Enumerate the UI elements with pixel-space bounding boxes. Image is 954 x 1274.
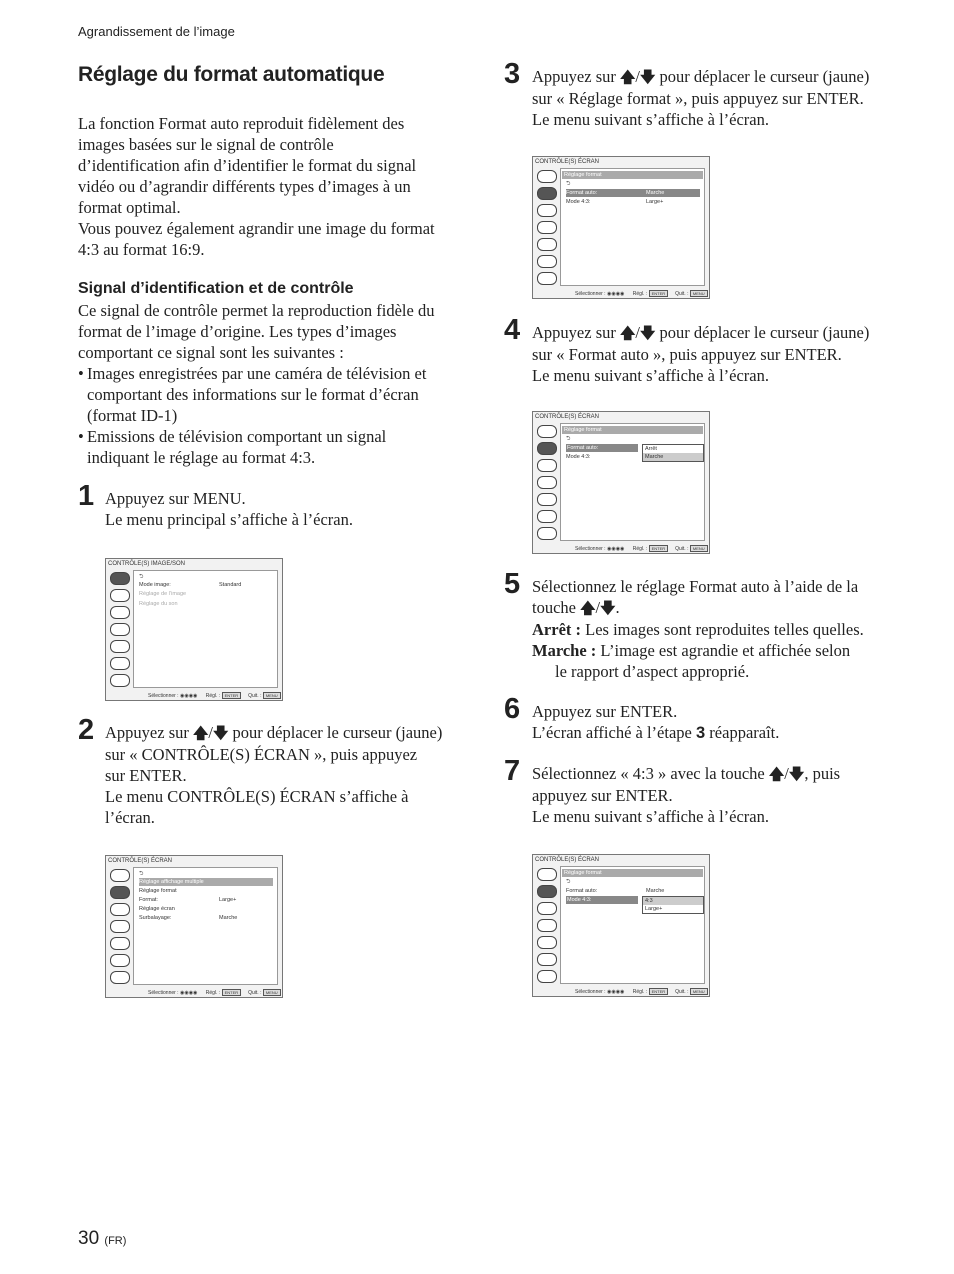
screen-icon: [537, 187, 557, 200]
step-6-text: Appuyez sur ENTER. L’écran affiché à l’étape 3 réapparaît.: [532, 702, 780, 742]
screen-footer: Sélectionner : ◉◉◉◉ Régl. : ENTER Quit. : MENU: [148, 989, 281, 996]
screen-footer: Sélectionner : ◉◉◉◉ Régl. : ENTER Quit. : MENU: [575, 545, 708, 552]
setup-icon: [110, 623, 130, 636]
up-arrow-icon: 🡅: [192, 724, 209, 742]
timer-icon: [537, 527, 557, 540]
screen-footer: Sélectionner : ◉◉◉◉ Régl. : ENTER Quit. : MENU: [148, 692, 281, 699]
setup-icon: [110, 920, 130, 933]
bullet-item: • Emissions de télévision comportant un signal indiquant le réglage au format 4:3.: [78, 427, 387, 467]
screen-icon: [110, 589, 130, 602]
function-icon: [537, 255, 557, 268]
setup-icon: [537, 476, 557, 489]
setup-icon: [537, 919, 557, 932]
menu-screen-mode-43: CONTRÔLE(S) ÉCRAN Réglage format ⮌ Format auto: Marche Mode 4:3: 4:3 Large+ Sélectionner : ◉◉◉◉ Régl. : ENTER Quit. : MENU: [532, 854, 710, 997]
screen-icon: [537, 885, 557, 898]
subheading: Signal d’identification et de contrôle: [78, 280, 354, 297]
bullet-item: • Images enregistrées par une caméra de télévision et comportant des informations sur le format d’écran (format ID-1): [78, 364, 427, 425]
input-icon: [110, 937, 130, 950]
picture-icon: [537, 425, 557, 438]
menu-panel: Réglage format ⮌ Format auto: Mode 4:3: Arrêt Marche: [560, 423, 705, 541]
screen-footer: Sélectionner : ◉◉◉◉ Régl. : ENTER Quit. : MENU: [575, 290, 708, 297]
screen-footer: Sélectionner : ◉◉◉◉ Régl. : ENTER Quit. : MENU: [575, 988, 708, 995]
input-icon: [537, 238, 557, 251]
menu-panel: ⮌ Mode image: Standard Réglage de l’image Réglage du son: [133, 570, 278, 688]
menu-panel: ⮌ Réglage affichage multiple Réglage format Format: Large+ Réglage écran Surbalayage: Marche: [133, 867, 278, 985]
down-arrow-icon: 🡇: [213, 724, 229, 742]
timer-icon: [110, 971, 130, 984]
intro-paragraph: La fonction Format auto reproduit fidèlement des images basées sur le signal de contrôle d’identification afin d’identifier le format du signal vidéo ou d’agrandir différents types d’images à un format optimal. Vous pouvez également agrandir une image du format 4:3 au format 16:9.: [78, 114, 435, 259]
up-arrow-icon: 🡅: [619, 324, 636, 342]
up-arrow-icon: 🡅: [619, 68, 636, 86]
section-title: Réglage du format automatique: [78, 63, 385, 86]
menu-screen-image-son: CONTRÔLE(S) IMAGE/SON ⮌ Mode image: Standard Réglage de l’image Réglage du son Sélectionner : ◉◉◉◉ Régl. : ENTER Quit. : MENU: [105, 558, 283, 701]
picture-icon: [110, 869, 130, 882]
picture-icon: [537, 868, 557, 881]
function-icon: [110, 954, 130, 967]
picture-icon: [110, 572, 130, 585]
step-number: 3: [504, 58, 521, 90]
screen-icon: [537, 442, 557, 455]
page-number: 30 (FR): [78, 1228, 127, 1249]
menu-screen-reglage-format: CONTRÔLE(S) ÉCRAN Réglage format ⮌ Format auto: Marche Mode 4:3: Large+ Sélectionner : ◉◉◉◉ Régl. : ENTER Quit. : MENU: [532, 156, 710, 299]
down-arrow-icon: 🡇: [600, 599, 616, 617]
step-3-text: Appuyez sur 🡅/🡇 pour déplacer le curseur (jaune) sur « Réglage format », puis appuyez sur ENTER. Le menu suivant s’affiche à l’écran.: [532, 67, 870, 129]
down-arrow-icon: 🡇: [640, 324, 656, 342]
input-icon: [537, 936, 557, 949]
function-icon: [110, 657, 130, 670]
timer-icon: [537, 272, 557, 285]
step-number: 7: [504, 755, 521, 787]
function-icon: [537, 953, 557, 966]
down-arrow-icon: 🡇: [788, 765, 805, 783]
step-number: 5: [504, 568, 521, 600]
menu-screen-format-auto: CONTRÔLE(S) ÉCRAN Réglage format ⮌ Format auto: Mode 4:3: Arrêt Marche Sélectionner : ◉◉◉◉ Régl. : ENTER Quit. : MENU: [532, 411, 710, 554]
up-arrow-icon: 🡅: [768, 765, 785, 783]
step-5-text: Sélectionnez le réglage Format auto à l’aide de la touche 🡅/🡇. Arrêt : Les images sont reproduites telles quelles. Marche : L’image est agrandie et affichée selon le rapport d’aspect approprié.: [532, 577, 864, 681]
input-icon: [110, 640, 130, 653]
subsection-text: Ce signal de contrôle permet la reproduction fidèle du format de l’image d’origine. Les types d’images comportant ce signal sont les suivantes : • Images enregistrées par une caméra de télévision et comportant des informations sur le format d’écran (format ID-1) • Emissions de télévision comportant un signal indiquant le réglage au format 4:3.: [78, 300, 468, 468]
step-number: 1: [78, 480, 95, 512]
format-auto-dropdown[interactable]: Arrêt Marche: [642, 444, 704, 462]
display-icon: [110, 903, 130, 916]
screen-icon: [110, 886, 130, 899]
up-arrow-icon: 🡅: [580, 599, 596, 617]
display-icon: [537, 459, 557, 472]
menu-screen-ecran: CONTRÔLE(S) ÉCRAN ⮌ Réglage affichage multiple Réglage format Format: Large+ Réglage écran Surbalayage: Marche Sélectionner : ◉◉◉◉ Régl. : ENTER Quit. : MENU: [105, 855, 283, 998]
display-icon: [537, 204, 557, 217]
timer-icon: [110, 674, 130, 687]
menu-panel: Réglage format ⮌ Format auto: Marche Mode 4:3: Large+: [560, 168, 705, 286]
step-2-text: Appuyez sur 🡅/🡇 pour déplacer le curseur (jaune) sur « CONTRÔLE(S) ÉCRAN », puis appuyez sur ENTER. Le menu CONTRÔLE(S) ÉCRAN s’affiche à l’écran.: [105, 723, 443, 827]
step-7-text: Sélectionnez « 4:3 » avec la touche 🡅/🡇, puis appuyez sur ENTER. Le menu suivant s’affiche à l’écran.: [532, 764, 841, 826]
step-4-text: Appuyez sur 🡅/🡇 pour déplacer le curseur (jaune) sur « Format auto », puis appuyez sur ENTER. Le menu suivant s’affiche à l’écran.: [532, 323, 870, 385]
step-number: 2: [78, 714, 95, 746]
input-icon: [537, 493, 557, 506]
step-number: 4: [504, 314, 521, 346]
setup-icon: [537, 221, 557, 234]
display-icon: [537, 902, 557, 915]
picture-icon: [537, 170, 557, 183]
step-number: 6: [504, 693, 521, 725]
display-icon: [110, 606, 130, 619]
function-icon: [537, 510, 557, 523]
mode-43-dropdown[interactable]: 4:3 Large+: [642, 896, 704, 914]
timer-icon: [537, 970, 557, 983]
menu-panel: Réglage format ⮌ Format auto: Marche Mode 4:3: 4:3 Large+: [560, 866, 705, 984]
down-arrow-icon: 🡇: [640, 68, 656, 86]
running-header: Agrandissement de l’image: [78, 24, 235, 39]
step-1-text: Appuyez sur MENU. Le menu principal s’affiche à l’écran.: [105, 489, 353, 529]
